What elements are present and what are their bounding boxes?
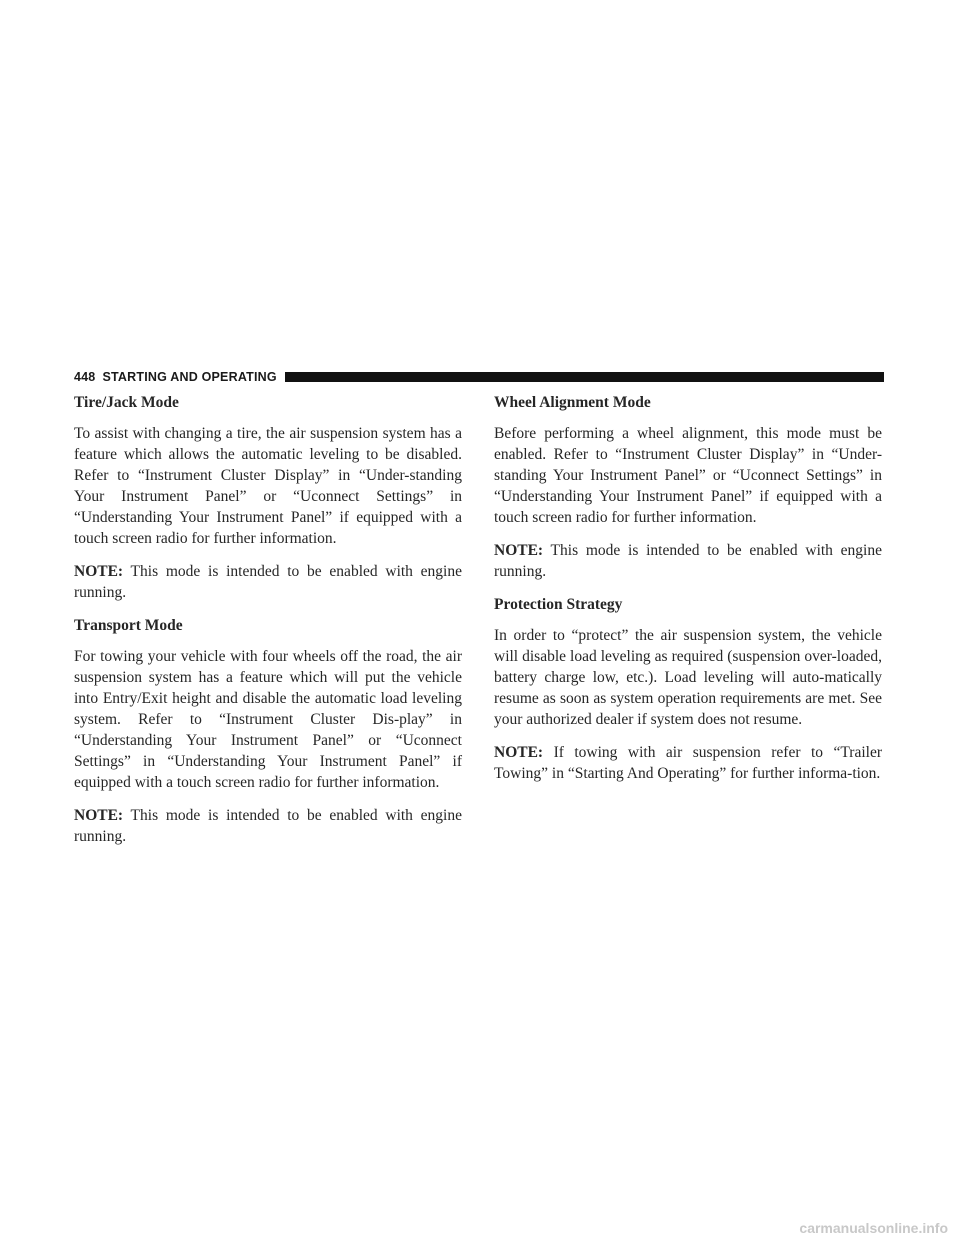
transport-heading: Transport Mode <box>74 617 183 634</box>
header-rule <box>285 372 884 382</box>
protection-heading: Protection Strategy <box>494 596 623 613</box>
wheel-alignment-body: Before performing a wheel alignment, this mode must be enabled. Refer to “Instrument Cluster Display” in “Under-standing Your Instrument Panel” or “Uconnect Settings” in “Understanding Your Instrument Panel” if equipped with a touch screen radio for further information. <box>494 425 882 526</box>
note-text: This mode is intended to be enabled with engine running. <box>74 807 462 845</box>
note-label: NOTE: <box>74 563 124 580</box>
transport-body: For towing your vehicle with four wheels off the road, the air suspension system has a feature which will put the vehicle into Entry/Exit height and disable the automatic load leveling system. Refer to “Instrument Cluster Dis-play” in “Understanding Your Instrument Panel” or “Uconnect Settings” in “Understanding Your Instrument Panel” if equipped with a touch screen radio for further information. <box>74 648 462 791</box>
page-number: 448 <box>74 370 96 384</box>
tire-jack-note <box>74 561 462 603</box>
note-text: This mode is intended to be enabled with engine running. <box>494 542 882 580</box>
wheel-alignment-heading: Wheel Alignment Mode <box>494 394 651 411</box>
wheel-alignment-note <box>494 540 882 582</box>
note-label: NOTE: <box>494 542 544 559</box>
note-text: If towing with air suspension refer to “Trailer Towing” in “Starting And Operating” for further informa-tion. <box>494 744 882 782</box>
protection-note <box>494 742 882 784</box>
right-column <box>494 392 882 796</box>
protection-body: In order to “protect” the air suspension system, the vehicle will disable load leveling as required (suspension over-loaded, battery charge low, etc.). Load leveling will auto-matically resume as soon as system operation requirements are met. See your authorized dealer if system does not resume. <box>494 627 882 728</box>
section-title: STARTING AND OPERATING <box>102 370 277 384</box>
tire-jack-heading: Tire/Jack Mode <box>74 394 179 411</box>
note-label: NOTE: <box>494 744 544 761</box>
note-label: NOTE: <box>74 807 124 824</box>
left-column <box>74 392 462 859</box>
page-header <box>74 369 884 385</box>
note-text: This mode is intended to be enabled with engine running. <box>74 563 462 601</box>
watermark: carmanualsonline.info <box>799 1220 948 1236</box>
tire-jack-body: To assist with changing a tire, the air suspension system has a feature which allows the automatic leveling to be disabled. Refer to “Instrument Cluster Display” in “Under-standing Your Instrument Panel” or “Uconnect Settings” in “Understanding Your Instrument Panel” if equipped with a touch screen radio for further information. <box>74 425 462 547</box>
transport-note <box>74 805 462 847</box>
